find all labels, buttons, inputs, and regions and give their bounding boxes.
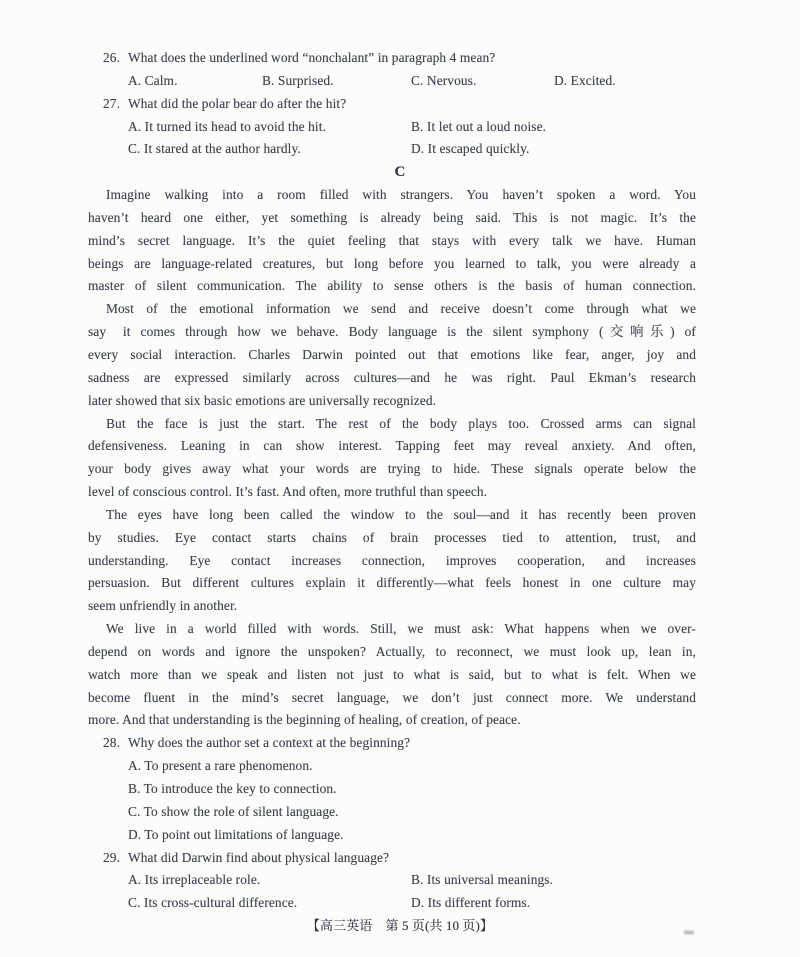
passage-line: haven’t heard one either, yet something is already being said. This is not magic. It’s the [88,209,696,225]
options-row [128,116,800,139]
passage-line: defensiveness. Leaning in can show interest. Tapping feet may reveal anxiety. And often, [88,438,696,454]
question-number: 27. [103,95,121,111]
passage-line: But the face is just the start. The rest of the body plays too. Crossed arms can signal [106,415,696,431]
question-number: 29. [103,849,121,865]
passage-line: mind’s secret language. It’s the quiet feeling that stays with every talk we have. Human [88,232,696,248]
passage-line: sadness are expressed similarly across cultures—and he was right. Paul Ekman’s research [88,369,696,385]
answer-option: B. To introduce the key to connection. [128,781,337,796]
answer-option: D. Excited. [554,72,616,88]
answer-option: C. It stared at the author hardly. [128,141,301,157]
answer-option: D. Its different forms. [411,895,531,911]
question-text: What did the polar bear do after the hit? [128,95,347,111]
question-28 [103,732,800,755]
options-row [128,801,800,824]
answer-option: D. To point out limitations of language. [128,826,344,842]
questions-26-27 [0,47,800,161]
passage-line: depend on words and ignore the unspoken? Actually, to reconnect, we must look up, lean in, [88,643,696,659]
question-text: Why does the author set a context at the beginning? [128,735,411,751]
options-row [128,138,800,161]
question-text: What does the underlined word “nonchalant” in paragraph 4 mean? [128,50,496,65]
answer-option: D. It escaped quickly. [411,141,530,157]
answer-option: B. Surprised. [262,72,334,88]
passage-line: beings are language-related creatures, but long before you learned to talk, you were already a [88,255,696,271]
passage-line: The eyes have long been called the window to the soul—and it has recently been proven [106,506,696,522]
passage-line: say it comes through how we behave. Body language is the silent symphony (交响乐) of [88,324,696,340]
passage-line: more. And that understanding is the beginning of healing, of creation, of peace. [88,712,521,728]
answer-option: A. Calm. [128,72,178,88]
question-text: What did Darwin find about physical language? [128,849,390,865]
options-row [128,892,800,915]
answer-option: A. To present a rare phenomenon. [128,758,313,774]
passage-line: by studies. Eye contact starts chains of brain processes tied to attention, trust, and [88,529,696,545]
passage-line: persuasion. But different cultures explain it differently—what feels honest in one culture may [88,575,696,591]
passage-line: become fluent in the mind’s secret language, we don’t just connect more. We understand [88,689,696,705]
passage-line: seem unfriendly in another. [88,598,238,614]
passage-line: later showed that six basic emotions are universally recognized. [88,392,437,408]
passage-line: level of conscious control. It’s fast. And often, more truthful than speech. [88,484,488,500]
scan-artifact [684,931,694,934]
answer-option: A. It turned its head to avoid the hit. [128,118,327,134]
page-footer: 【高三英语 第 5 页(共 10 页)】 [306,918,494,934]
question-number: 26. [103,50,121,65]
answer-option: A. Its irreplaceable role. [128,872,261,888]
passage-line: your body gives away what your words are trying to hide. These signals operate below the [88,461,696,477]
answer-option: C. To show the role of silent language. [128,803,339,819]
passage-line: Imagine walking into a room filled with strangers. You haven’t spoken a word. You [106,187,696,203]
options-row [128,778,800,801]
answer-option: B. It let out a loud noise. [411,118,547,134]
passage-line: understanding. Eye contact increases connection, improves cooperation, and increases [88,552,696,568]
options-row [128,869,800,892]
answer-option: C. Nervous. [411,72,477,88]
section-header-c: C [394,164,406,181]
passage-line: Most of the emotional information we send and receive doesn’t come through what we [106,301,696,317]
question-27 [103,93,800,116]
options-row [128,824,800,847]
question-26 [103,47,800,70]
passage-line: watch more than we speak and listen not just to what is said, but to what is felt. When we [88,666,696,682]
answer-option: C. Its cross-cultural difference. [128,895,298,911]
options-row [128,755,800,778]
passage-line: master of silent communication. The ability to sense others is the basis of human connection. [88,278,696,294]
questions-28-29 [0,732,800,915]
options-row [128,70,800,93]
passage-line: We live in a world filled with words. Still, we must ask: What happens when we over- [106,621,696,637]
reading-passage-c [0,184,800,732]
answer-option: B. Its universal meanings. [411,872,554,888]
passage-line: every social interaction. Charles Darwin pointed out that emotions like fear, anger, joy and [88,346,696,362]
question-number: 28. [103,735,121,751]
question-29 [103,847,800,870]
